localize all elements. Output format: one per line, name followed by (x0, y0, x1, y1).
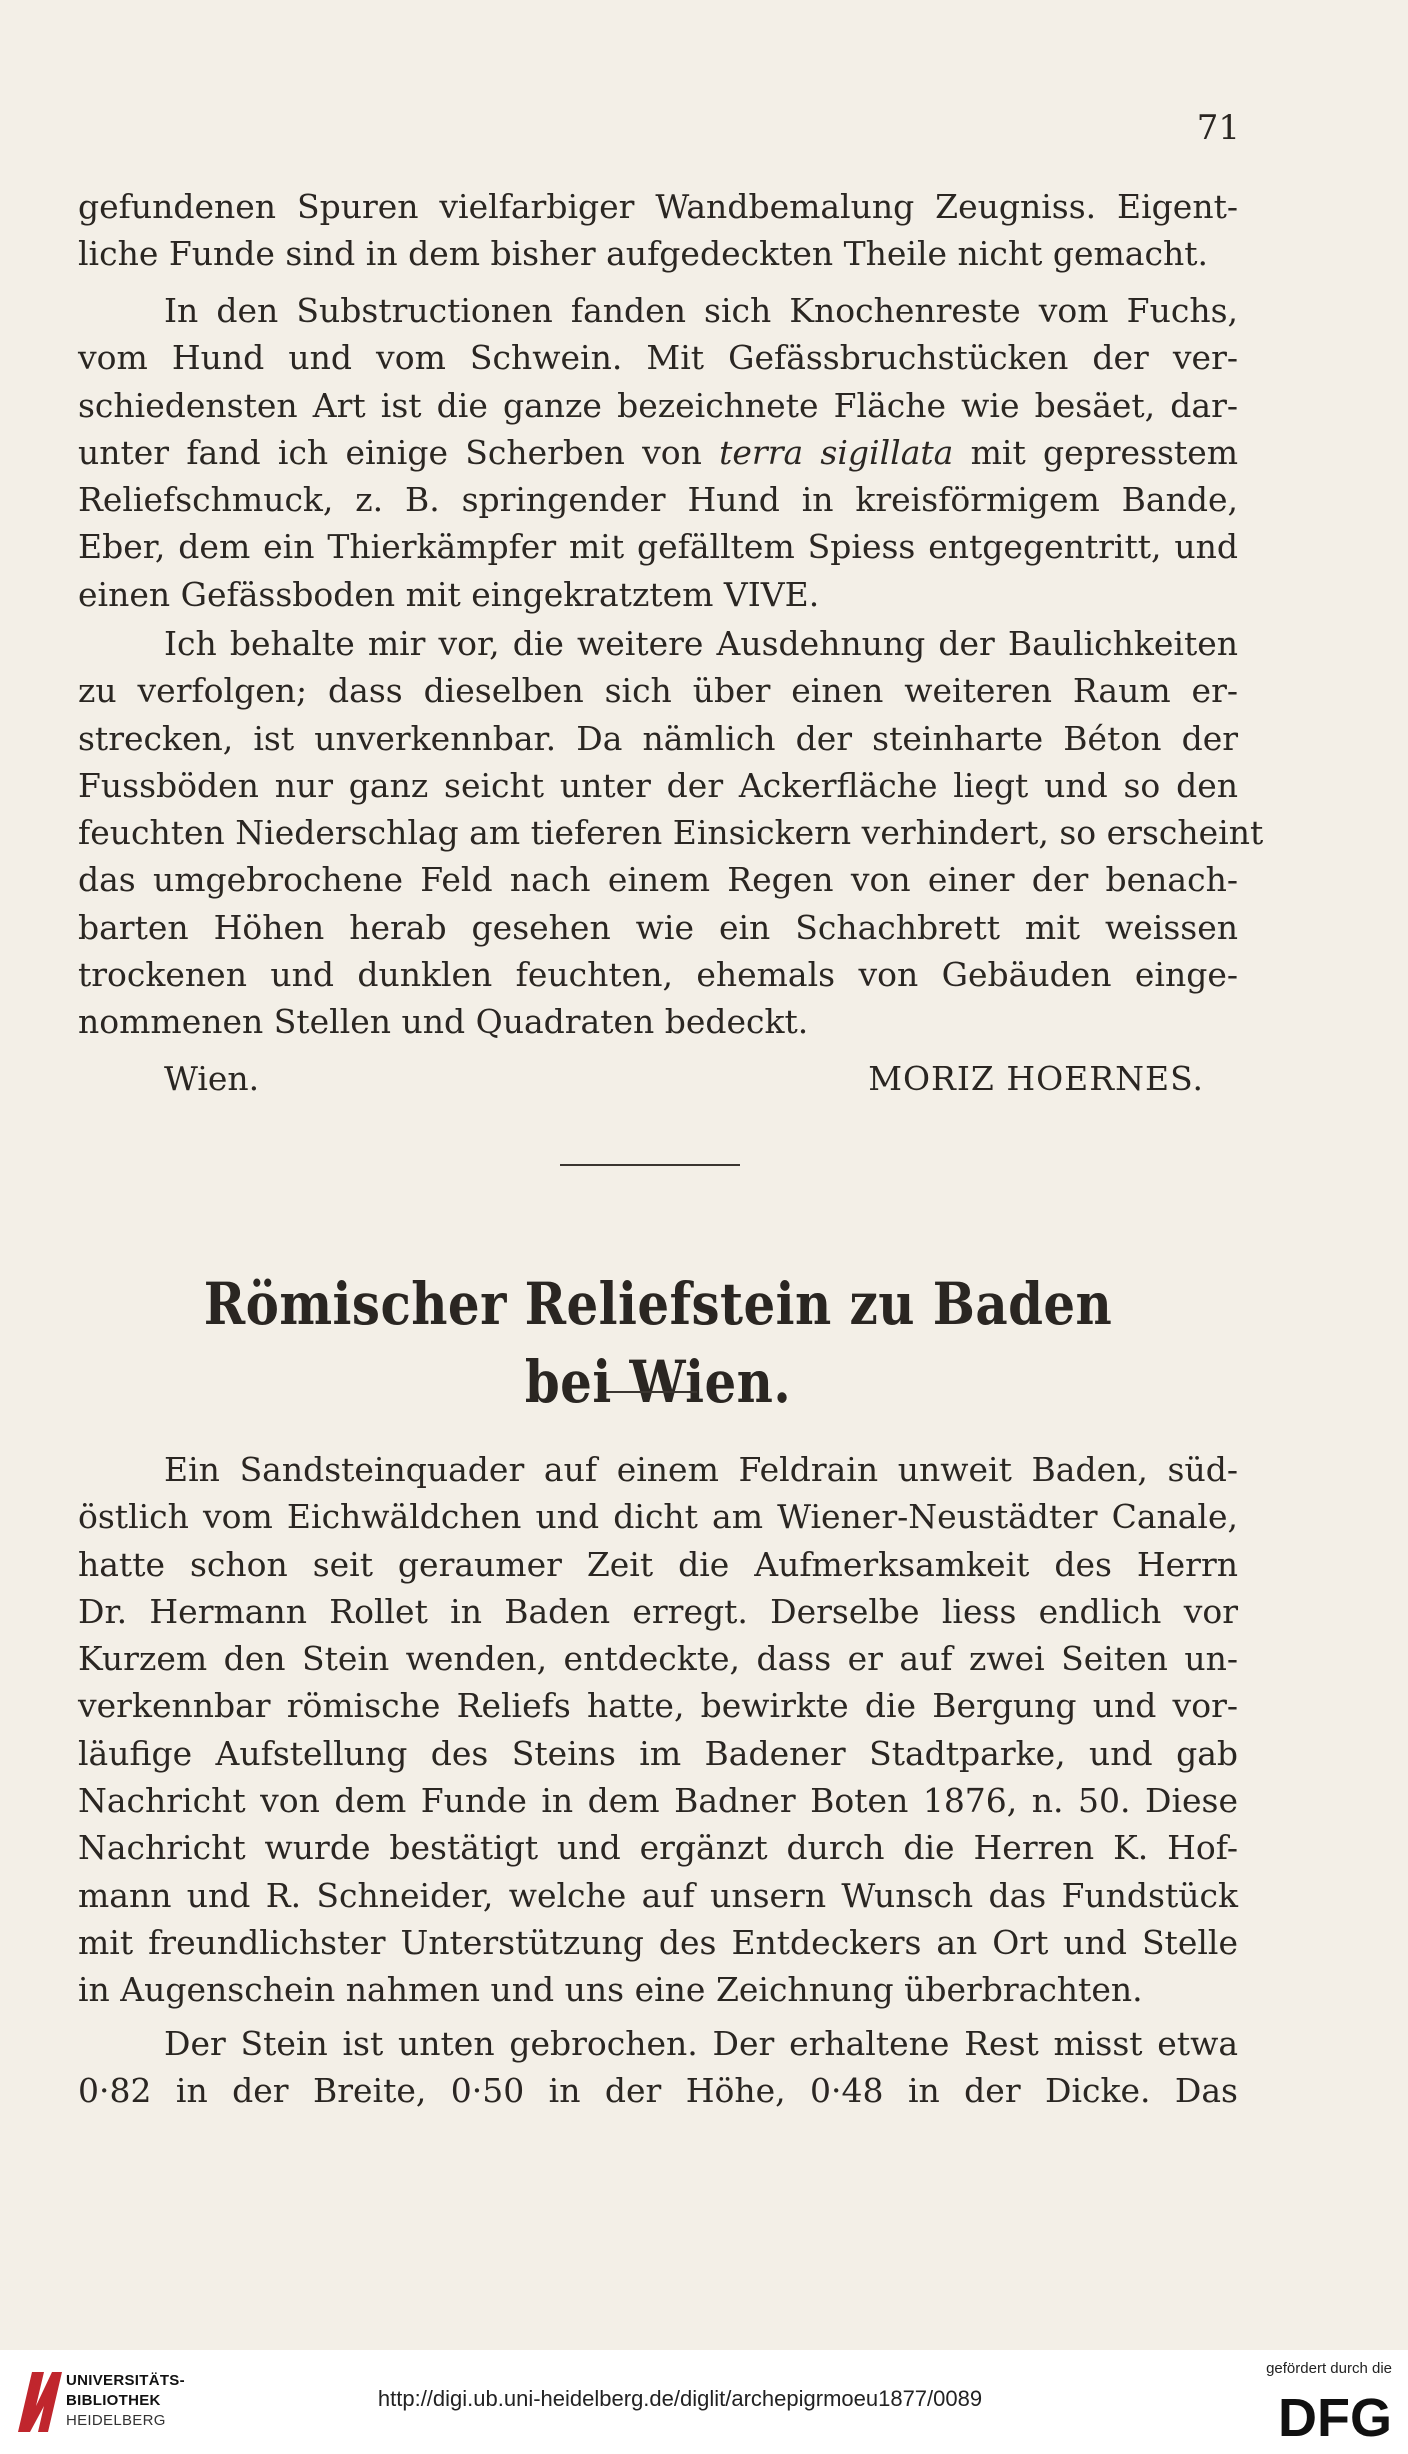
text-line: Nachricht von dem Funde in dem Badner Boten 1876, n. 50. Diese (78, 1781, 1238, 1821)
library-name-line: HEIDELBERG (66, 2412, 166, 2429)
text-segment: unter fand ich einige Scherben von (78, 432, 720, 472)
text-line: feuchten Niederschlag am tieferen Einsickern verhindert, so erscheint (78, 813, 1264, 853)
text-line: einen Gefässboden mit eingekratztem VIVE. (78, 574, 820, 614)
text-line: östlich vom Eichwäldchen und dicht am Wiener-Neustädter Canale, (78, 1497, 1238, 1537)
text-line-with-italic (78, 429, 1238, 476)
section-divider (560, 1164, 740, 1166)
page-number: 71 (1196, 108, 1240, 148)
text-line: Der Stein ist unten gebrochen. Der erhaltene Rest misst etwa (164, 2024, 1238, 2063)
permalink-link[interactable]: http://digi.ub.uni-heidelberg.de/diglit/archepigrmoeu1877/0089 (377, 2386, 983, 2411)
text-line: in Augenschein nahmen und uns eine Zeichnung überbrachten. (78, 1970, 1143, 2010)
text-line: In den Substructionen fanden sich Knochenreste vom Fuchs, (164, 291, 1238, 330)
dfg-logo-icon (1242, 2386, 1392, 2442)
text-line: schiedensten Art ist die ganze bezeichnete Fläche wie besäet, dar- (78, 385, 1238, 425)
article-heading: Römischer Reliefstein zu Baden bei Wien. (203, 1270, 1113, 1416)
text-line: Reliefschmuck, z. B. springender Hund in kreisförmigem Bande, (78, 480, 1238, 520)
signoff-place: Wien. (164, 1059, 260, 1098)
text-line: strecken, ist unverkennbar. Da nämlich der steinharte Béton der (78, 718, 1238, 758)
text-segment: mit gepresstem (953, 432, 1239, 472)
text-line: trockenen und dunklen feuchten, ehemals von Gebäuden einge- (78, 955, 1238, 995)
text-line: gefundenen Spuren vielfarbiger Wandbemalung Zeugniss. Eigent- (78, 187, 1238, 226)
text-line: barten Höhen herab gesehen wie ein Schachbrett mit weissen (78, 907, 1238, 947)
text-line: hatte schon seit geraumer Zeit die Aufmerksamkeit des Herrn (78, 1544, 1238, 1584)
text-line: verkennbar römische Reliefs hatte, bewirkte die Bergung und vor- (78, 1686, 1238, 1726)
text-line: das umgebrochene Feld nach einem Regen von einer der benach- (78, 860, 1238, 900)
text-line: 0·82 in der Breite, 0·50 in der Höhe, 0·48 in der Dicke. Das (78, 2071, 1238, 2111)
text-line: Nachricht wurde bestätigt und ergänzt durch die Herren K. Hof- (78, 1828, 1238, 1868)
funding-label: gefördert durch die (1266, 2360, 1392, 2377)
text-line: Fussböden nur ganz seicht unter der Ackerfläche liegt und so den (78, 765, 1238, 805)
paragraph-3 (78, 620, 1264, 1046)
paragraph-2 (78, 287, 1238, 618)
article-paragraph-1 (78, 1446, 1238, 2014)
text-line: Ein Sandsteinquader auf einem Feldrain unweit Baden, süd- (164, 1450, 1238, 1489)
library-name-line: BIBLIOTHEK (66, 2392, 161, 2409)
text-line: mit freundlichster Unterstützung des Entdeckers an Ort und Stelle (78, 1922, 1238, 1962)
text-line: zu verfolgen; dass dieselben sich über einen weiteren Raum er- (78, 671, 1238, 711)
text-line: Dr. Hermann Rollet in Baden erregt. Derselbe liess endlich vor (78, 1591, 1238, 1631)
article-paragraph-2 (78, 2020, 1238, 2115)
library-name-line: UNIVERSITÄTS- (66, 2372, 185, 2389)
text-line: Eber, dem ein Thierkämpfer mit gefälltem Spiess entgegentritt, und (78, 527, 1238, 567)
footer-bar (0, 2350, 1408, 2454)
italic-term: terra sigillata (719, 432, 954, 472)
signoff-author: MORIZ HOERNES. (868, 1059, 1204, 1098)
text-line: Kurzem den Stein wenden, entdeckte, dass er auf zwei Seiten un- (78, 1639, 1238, 1679)
text-line: vom Hund und vom Schwein. Mit Gefässbruchstücken der ver- (78, 338, 1238, 378)
paragraph-1 (78, 183, 1238, 278)
text-line: Ich behalte mir vor, die weitere Ausdehnung der Baulichkeiten (164, 624, 1238, 663)
text-line: nommenen Stellen und Quadraten bedeckt. (78, 1002, 809, 1042)
signoff (164, 1055, 1204, 1102)
text-line: liche Funde sind in dem bisher aufgedeckten Theile nicht gemacht. (78, 234, 1208, 274)
heading-rule (605, 1391, 697, 1393)
text-line: mann und R. Schneider, welche auf unsern Wunsch das Fundstück (78, 1875, 1238, 1915)
text-line: läufige Aufstellung des Steins im Badener Stadtparke, und gab (78, 1733, 1238, 1773)
dfg-logo-text: DFG (1278, 2388, 1392, 2442)
